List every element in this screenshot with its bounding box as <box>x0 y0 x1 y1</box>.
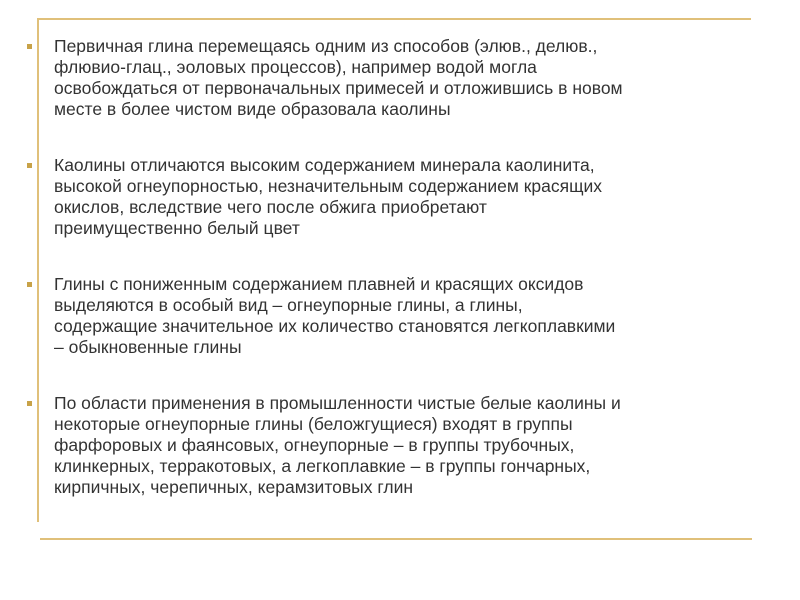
bullet-paragraph-3 <box>20 274 780 358</box>
square-bullet-icon <box>27 401 32 406</box>
top-decorative-line <box>37 18 751 20</box>
paragraph-line: По области применения в промышленности чистые белые каолины и <box>54 393 621 413</box>
square-bullet-icon <box>27 44 32 49</box>
paragraph-line: окислов, вследствие чего после обжига приобретают <box>54 197 487 217</box>
paragraph-line: содержащие значительное их количество становятся легкоплавкими <box>54 316 616 336</box>
bullet-paragraph-1 <box>20 36 780 120</box>
paragraph-line: – обыкновенные глины <box>54 337 242 357</box>
slide-body <box>20 36 780 533</box>
bottom-decorative-line <box>40 538 752 540</box>
paragraph-line: Каолины отличаются высоким содержанием минерала каолинита, <box>54 155 595 175</box>
bullet-paragraph-2 <box>20 155 780 239</box>
paragraph-line: фарфоровых и фаянсовых, огнеупорные – в группы трубочных, <box>54 435 575 455</box>
square-bullet-icon <box>27 163 32 168</box>
paragraph-line: некоторые огнеупорные глины (беложгущиеся) входят в группы <box>54 414 573 434</box>
paragraph-line: высокой огнеупорностью, незначительным содержанием красящих <box>54 176 603 196</box>
paragraph-line: флювио-глац., эоловых процессов), например водой могла <box>54 57 537 77</box>
paragraph-line: Первичная глина перемещаясь одним из способов (элюв., делюв., <box>54 36 598 56</box>
paragraph-line: преимущественно белый цвет <box>54 218 300 238</box>
square-bullet-icon <box>27 282 32 287</box>
paragraph-line: выделяются в особый вид – огнеупорные глины, а глины, <box>54 295 523 315</box>
paragraph-line: Глины с пониженным содержанием плавней и красящих оксидов <box>54 274 584 294</box>
paragraph-line: кирпичных, черепичных, керамзитовых глин <box>54 477 414 497</box>
bullet-paragraph-4 <box>20 393 780 498</box>
paragraph-line: месте в более чистом виде образовала каолины <box>54 99 451 119</box>
paragraph-line: освобождаться от первоначальных примесей и отложившись в новом <box>54 78 623 98</box>
paragraph-line: клинкерных, терракотовых, а легкоплавкие – в группы гончарных, <box>54 456 591 476</box>
